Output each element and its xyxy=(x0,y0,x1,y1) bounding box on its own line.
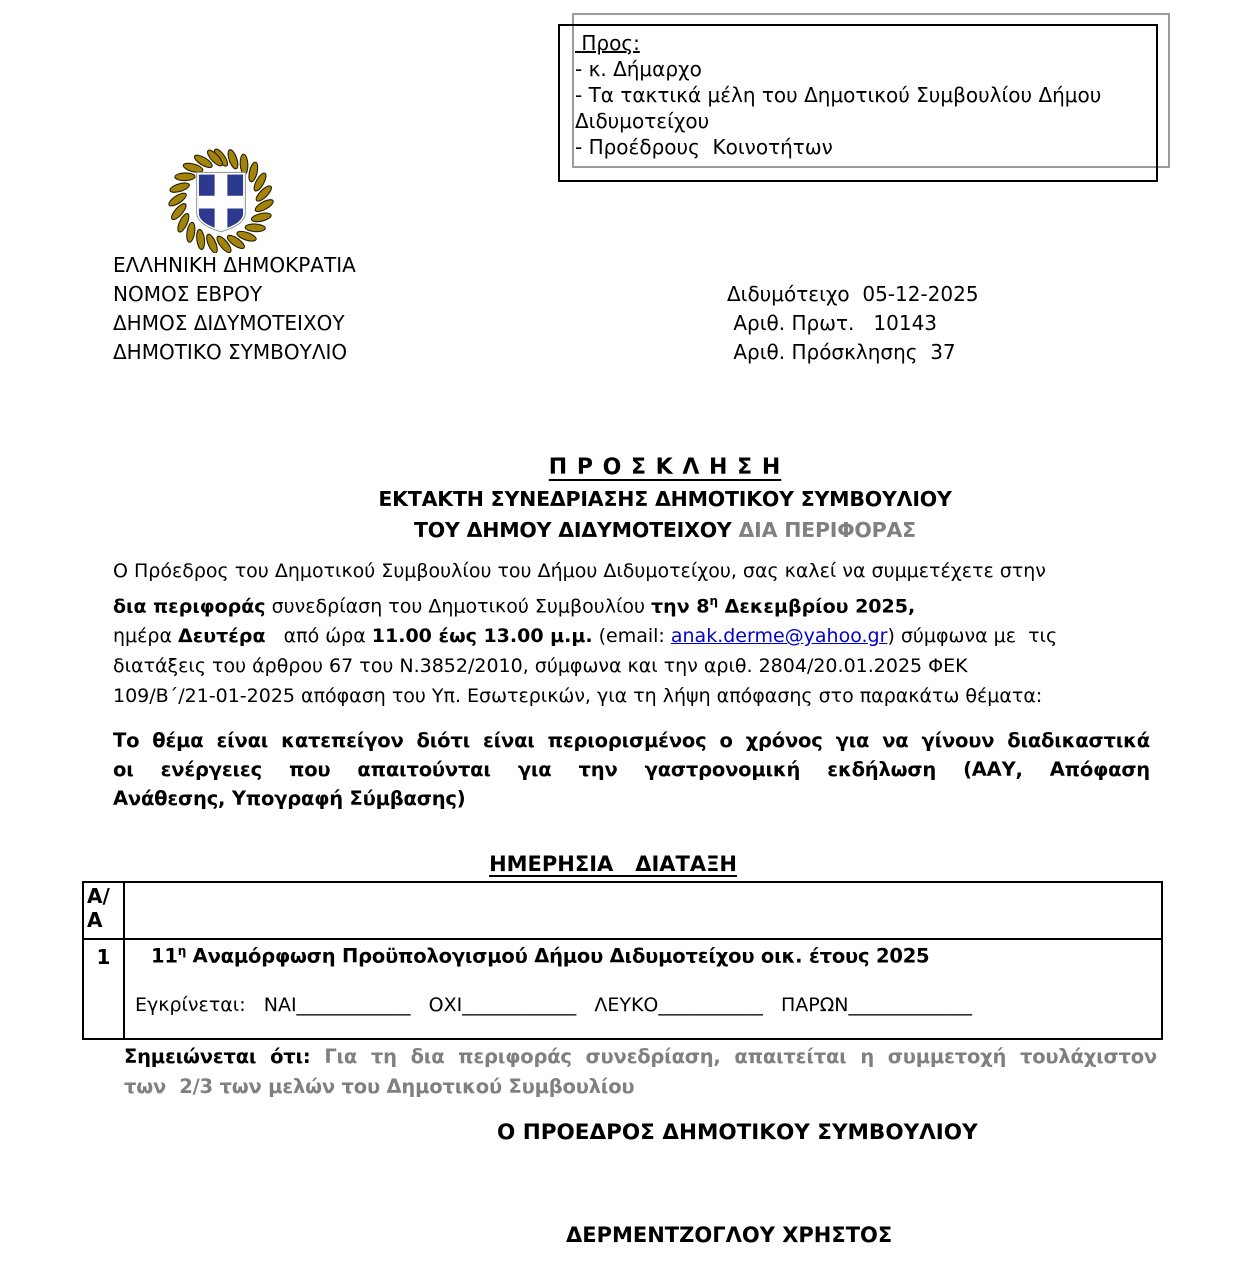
org-line: ΕΛΛΗΝΙΚΗ ΔΗΜΟΚΡΑΤΙΑ xyxy=(113,253,356,277)
urgency-note: Το θέμα είναι κατεπείγον διότι είναι περιορισμένος ο χρόνος για να γίνουν διαδικαστικά οι ενέργειες που απαιτούνται για την γαστρονομική εκδήλωση (ΑΑΥ, Απόφαση Ανάθεσης, Υπογραφή Σύμβασης) xyxy=(113,729,1150,810)
agenda-item-title: $11^\eta$ Αναμόρφωση Προϋπολογισμού Δήμου Διδυμοτείχου οικ. έτους 2025 xyxy=(151,944,930,968)
title-line3: ΤΟΥ ΔΗΜΟΥ ΔΙΔΥΜΟΤΕΙΧΟΥ ΔΙΑ ΠΕΡΙΦΟΡΑΣ xyxy=(414,518,916,542)
org-line: ΔΗΜΟΣ ΔΙΔΥΜΟΤΕΙΧΟΥ xyxy=(113,311,345,335)
recipient-label: Προς: xyxy=(575,31,640,55)
title-block xyxy=(90,455,1240,542)
org-line: ΝΟΜΟΣ ΕΒΡΟΥ xyxy=(113,282,263,306)
agenda-heading: ΗΜΕΡΗΣΙΑ ΔΙΑΤΑΞΗ xyxy=(489,852,737,876)
agenda-col-header: Α/Α xyxy=(87,884,110,932)
issuing-authority xyxy=(113,251,356,367)
recipient-item: - κ. Δήμαρχο xyxy=(575,57,702,81)
signature-role: Ο ΠΡΟΕΔΡΟΣ ΔΗΜΟΤΙΚΟΥ ΣΥΜΒΟΥΛΙΟΥ xyxy=(497,1120,978,1145)
page-title: Π Ρ Ο Σ Κ Λ Η Σ Η xyxy=(548,455,782,480)
agenda-header-empty-cell xyxy=(125,883,1161,938)
document-meta xyxy=(727,280,979,367)
meta-place-date: Διδυμότειχο 05-12-2025 xyxy=(727,282,979,306)
invitation-body: Ο Πρόεδρος του Δημοτικού Συμβουλίου του Δήμου Διδυμοτείχου, σας καλεί να συμμετέχετε στην δια περιφοράς συνεδρίαση του Δημοτικού Συμβουλίου την $8^\eta$ Δεκεμβρίου 2025, ημέρα Δευτέρα από ώρα 11.00 έως 13.00 μ.μ. (email: anak.derme@yahoo.gr) σύμφωνα με τις διατάξεις του άρθρου 67 του Ν.3852/2010, σύμφωνα και την αριθ. 2804/20.01.2025 ΦΕΚ 109/Β΄/21-01-2025 απόφαση του Υπ. Εσωτερικών, για τη λήψη απόφασης στο παρακάτω θέματα: xyxy=(113,560,1058,708)
signature-name: ΔΕΡΜΕΝΤΖΟΓΛΟΥ ΧΡΗΣΤΟΣ xyxy=(566,1223,893,1247)
agenda-table xyxy=(82,881,1163,1040)
meta-protocol-number: Αριθ. Πρωτ. 10143 xyxy=(727,311,938,335)
meta-invitation-number: Αριθ. Πρόσκλησης 37 xyxy=(727,340,956,364)
agenda-table-header-row xyxy=(84,883,1161,940)
org-line: ΔΗΜΟΤΙΚΟ ΣΥΜΒΟΥΛΙΟ xyxy=(113,340,348,364)
agenda-item-number: 1 xyxy=(96,945,111,969)
recipient-list xyxy=(575,30,1150,160)
note-lead: Σημειώνεται ότι: xyxy=(124,1045,325,1068)
agenda-item-row xyxy=(84,940,1161,1040)
recipient-item: - Προέδρους Κοινοτήτων xyxy=(575,135,833,159)
title-line2: ΕΚΤΑΚΤΗ ΣΥΝΕΔΡΙΑΣΗΣ ΔΗΜΟΤΙΚΟΥ ΣΥΜΒΟΥΛΙΟΥ xyxy=(378,487,952,511)
recipient-item: - Τα τακτικά μέλη του Δημοτικού Συμβουλίου Δήμου Διδυμοτείχου xyxy=(575,83,1108,133)
title-dia-perifopas: ΔΙΑ ΠΕΡΙΦΟΡΑΣ xyxy=(738,518,916,542)
quorum-note: Σημειώνεται ότι: Για τη δια περιφοράς συνεδρίαση, απαιτείται η συμμετοχή τουλάχιστον των 2/3 των μελών του Δημοτικού Συμβουλίου xyxy=(124,1045,1157,1098)
agenda-approval-line: Εγκρίνεται: ΝΑΙ____________ ΟΧΙ____________ ΛΕΥΚΟ___________ ΠΑΡΩΝ_____________ xyxy=(135,993,972,1016)
greek-coat-of-arms-logo xyxy=(168,147,274,253)
email-link[interactable]: anak.derme@yahoo.gr xyxy=(670,625,888,648)
